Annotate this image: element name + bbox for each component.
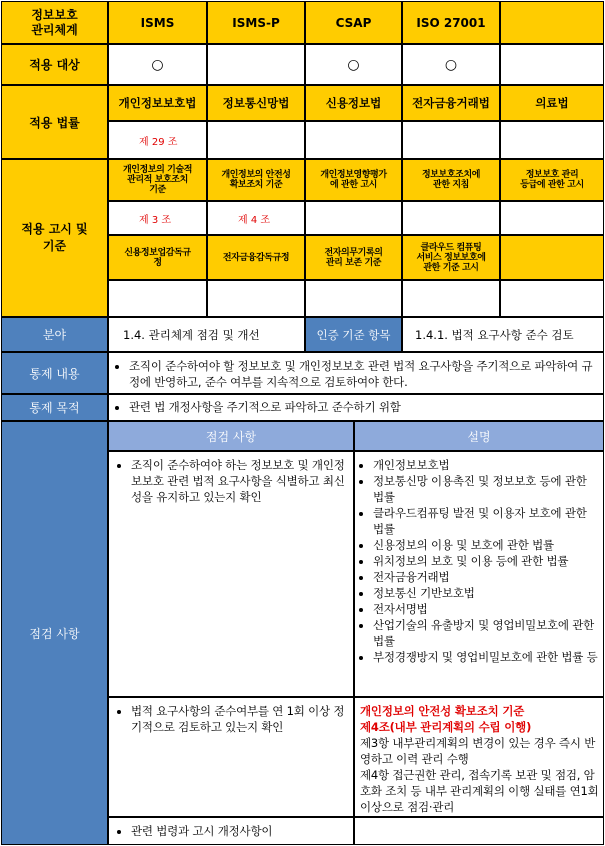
notice-7: 전자금융감독규정 [207,235,305,280]
desc2-body: 제3항 내부관리계획의 변경이 있는 경우 즉시 반영하고 이력 관리 수행 제4항 접근권한 관리, 접속기록 보관 및 점검, 암호화 조치 등 내부 관리계획의 이행 실태를 연1회 이상으로 점검·관리 [360,736,599,814]
notice-2: 개인정보의 안전성 확보조치 기준 [207,159,305,201]
notice-10 [500,235,604,280]
law-article-4 [402,121,500,159]
compliance-table [1,1,604,845]
control-purpose-text: • 관련 법 개정사항을 주기적으로 파악하고 준수하기 위함 [129,399,401,415]
notice-8: 전자의무기록의 관리 보존 기준 [305,235,402,280]
law-list-item: • 위치정보의 보호 및 이용 등에 관한 법률 [373,553,599,569]
apply-target-label: 적용 대상 [1,44,108,85]
apply-mark-csap: ○ [305,44,402,85]
field-label: 분야 [1,317,108,352]
law-list-item: • 부정경쟁방지 및 영업비밀보호에 관한 법률 등 [373,649,599,665]
inspection-desc-2-cell [354,697,604,817]
law-article-3 [305,121,402,159]
control-content-label: 통제 내용 [1,352,108,394]
notice-6: 신용정보업감독규 정 [108,235,207,280]
cert-value: 1.4.1. 법적 요구사항 준수 검토 [402,317,604,352]
law-list-item: • 산업기술의 유출방지 및 영업비밀보호에 관한 법률 [373,617,599,649]
system-label: 정보보호 관리체계 [1,1,108,44]
desc2-red-subtitle: 제4조(내부 관리계획의 수립 이행) [360,720,532,734]
notice-article-3 [305,201,402,235]
notice-article-5 [500,201,604,235]
inspection-desc-3-cell [354,817,604,845]
law-list-item: • 정보통신망 이용촉진 및 정보보호 등에 관한 법률 [373,473,599,505]
inspection-item-3: • 관련 법령과 고시 개정사항이 [131,823,272,839]
notice-article-1: 제 3 조 [108,201,207,235]
inspection-item-1-cell [108,451,354,697]
control-purpose-cell [108,394,604,421]
inspection-col-desc: 설명 [354,421,604,451]
notice-blank-3 [305,280,402,317]
law-list-item: • 전자서명법 [373,601,599,617]
notice-article-2: 제 4 조 [207,201,305,235]
inspection-col-items: 점검 사항 [108,421,354,451]
col-iso27001: ISO 27001 [402,1,500,44]
inspection-item-2-cell [108,697,354,817]
law-article-5 [500,121,604,159]
notice-3: 개인정보영향평가 에 관한 고시 [305,159,402,201]
inspection-item-2: • 법적 요구사항의 준수여부를 연 1회 이상 정기적으로 검토하고 있는지 확인 [131,703,347,735]
law-article-2 [207,121,305,159]
law-list-item: • 클라우드컴퓨팅 발전 및 이용자 보호에 관한 법률 [373,505,599,537]
notice-blank-1 [108,280,207,317]
apply-mark-extra [500,44,604,85]
apply-mark-iso: ○ [402,44,500,85]
notices-label: 적용 고시 및 기준 [1,159,108,317]
inspection-item-1: • 조직이 준수하여야 하는 정보보호 및 개인정보보호 관련 법적 요구사항을 식별하고 최신성을 유지하고 있는지 확인 [131,457,347,505]
law-credit: 신용정보법 [305,85,402,121]
law-article-1: 제 29 조 [108,121,207,159]
cert-label: 인증 기준 항목 [305,317,402,352]
law-medical: 의료법 [500,85,604,121]
law-list-item: • 개인정보보호법 [373,457,599,473]
law-finance: 전자금융거래법 [402,85,500,121]
col-empty [500,1,604,44]
col-isms-p: ISMS-P [207,1,305,44]
control-content-text: • 조직이 준수하여야 할 정보보호 및 개인정보보호 관련 법적 요구사항을 주기적으로 파악하여 규정에 반영하고, 준수 여부를 지속적으로 검토하여야 한다. [129,358,599,390]
notice-1: 개인정보의 기술적 관리적 보호조치 기준 [108,159,207,201]
control-content-cell [108,352,604,394]
notice-blank-5 [500,280,604,317]
desc2-red-title: 개인정보의 안전성 확보조치 기준 [360,704,525,718]
inspection-label: 점검 사항 [1,421,108,845]
law-list-item: • 전자금융거래법 [373,569,599,585]
notice-blank-2 [207,280,305,317]
control-purpose-label: 통제 목적 [1,394,108,421]
law-network: 정보통신망법 [207,85,305,121]
notice-article-4 [402,201,500,235]
law-list-item: • 정보통신 기반보호법 [373,585,599,601]
law-privacy: 개인정보보호법 [108,85,207,121]
col-isms: ISMS [108,1,207,44]
col-csap: CSAP [305,1,402,44]
apply-mark-isms-p [207,44,305,85]
notice-9: 클라우드 컴퓨팅 서비스 정보보호에 관한 기준 고시 [402,235,500,280]
field-value: 1.4. 관리체계 점검 및 개선 [108,317,305,352]
apply-mark-isms: ○ [108,44,207,85]
notice-blank-4 [402,280,500,317]
inspection-desc-1-cell [354,451,604,697]
law-list-item: • 신용정보의 이용 및 보호에 관한 법률 [373,537,599,553]
laws-label: 적용 법률 [1,85,108,159]
notice-5: 정보보호 관리 등급에 관한 고시 [500,159,604,201]
notice-4: 정보보호조치에 관한 지침 [402,159,500,201]
inspection-item-3-cell [108,817,354,845]
